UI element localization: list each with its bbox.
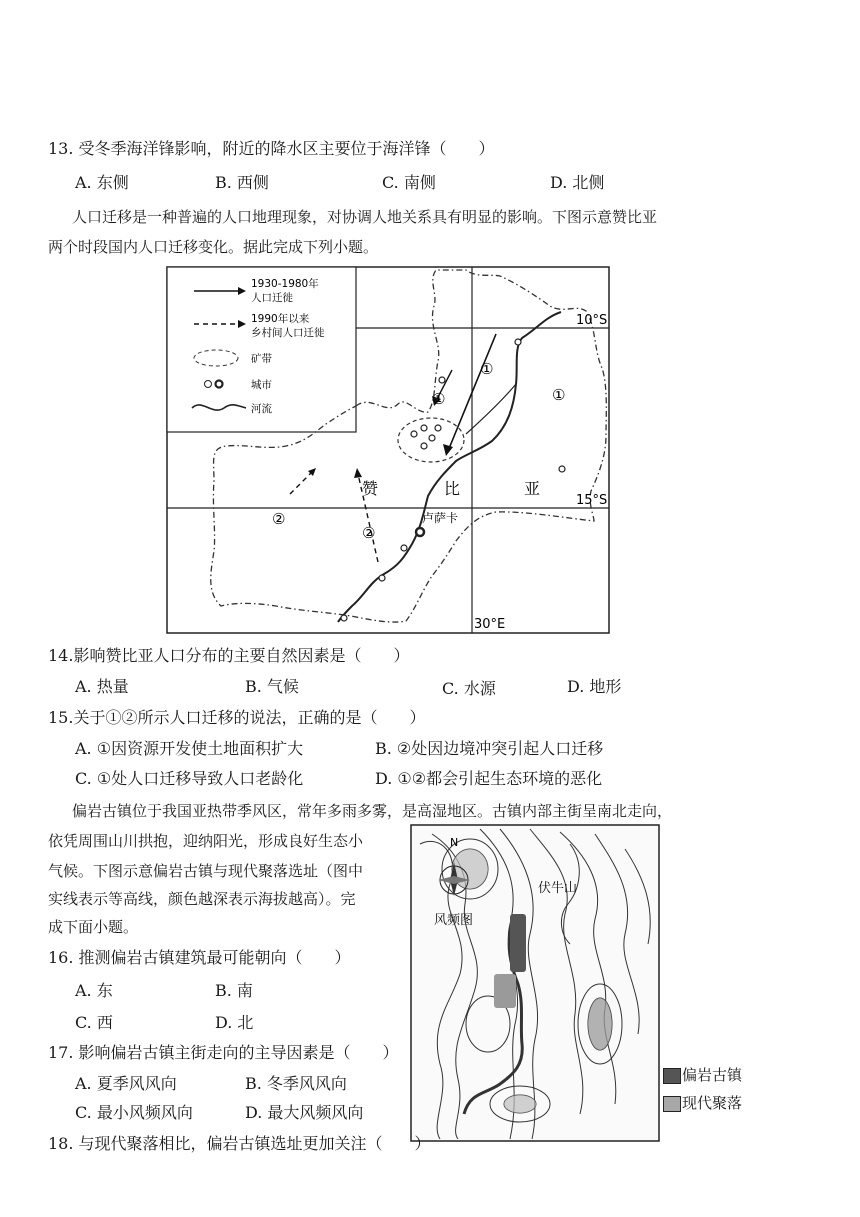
high-ground [588, 998, 612, 1050]
pianyan-intro-line2: 依凭周围山川拱抱，迎纳阳光，形成良好生态小 [48, 832, 364, 850]
legend-label: 人口迁徙 [251, 292, 293, 304]
q15-option-d[interactable]: D. ①②都会引起生态环境的恶化 [375, 769, 603, 788]
q14-option-c[interactable]: C. 水源 [442, 679, 496, 698]
q14-option-b[interactable]: B. 气候 [245, 677, 299, 696]
q15-option-b[interactable]: B. ②处因边境冲突引起人口迁移 [375, 739, 604, 758]
city [559, 466, 565, 472]
pianyan-intro-line4: 实线表示等高线，颜色越深表示海拔越高）。完 [48, 890, 356, 908]
old-town-area [510, 914, 526, 972]
marker-1: ① [432, 390, 446, 408]
lusaka-label: 卢萨卡 [422, 511, 459, 525]
legend-modern-swatch [663, 1096, 681, 1112]
pianyan-contour-map [410, 824, 660, 1142]
q13-option-d[interactable]: D. 北侧 [550, 173, 605, 192]
wind-frequency-label: 风频图 [434, 913, 474, 928]
pianyan-intro-line5: 成下面小题。 [48, 918, 139, 936]
pianyan-intro-line3: 气候。下图示意偏岩古镇与现代聚落选址（图中 [48, 862, 364, 880]
q17-option-a[interactable]: A. 夏季风风向 [75, 1074, 177, 1093]
latitude-label-15s: 15°S [576, 493, 608, 508]
q16-option-c[interactable]: C. 西 [75, 1013, 113, 1032]
north-label: N [450, 836, 459, 849]
legend-old-town-swatch [663, 1068, 681, 1084]
city [439, 377, 445, 383]
q17-option-d[interactable]: D. 最大风频风向 [245, 1103, 364, 1122]
city [421, 443, 427, 449]
map-frame [411, 825, 659, 1141]
legend-label: 河流 [251, 403, 272, 415]
marker-2: ② [272, 510, 286, 528]
country-name-char: 赞 [362, 479, 379, 498]
q16-option-a[interactable]: A. 东 [75, 981, 113, 1000]
zambia-migration-map [166, 266, 610, 634]
q14-option-a[interactable]: A. 热量 [75, 677, 129, 696]
marker-1: ① [552, 386, 566, 404]
q16-stem: 16. 推测偏岩古镇建筑最可能朝向（ ） [48, 948, 351, 967]
country-name-char: 比 [444, 479, 461, 498]
city [435, 425, 441, 431]
legend-label: 城市 [251, 379, 272, 391]
q13-stem: 13. 受冬季海洋锋影响，附近的降水区主要位于海洋锋（ ） [48, 139, 495, 158]
q17-stem: 17. 影响偏岩古镇主街走向的主导因素是（ ） [48, 1043, 399, 1062]
mountain-label: 伏牛山 [538, 881, 578, 896]
latitude-label-10s: 10°S [576, 313, 608, 328]
legend-label: 矿带 [251, 353, 272, 365]
q17-option-b[interactable]: B. 冬季风风向 [245, 1074, 347, 1093]
q18-stem: 18. 与现代聚落相比，偏岩古镇选址更加关注（ ） [48, 1134, 431, 1153]
q13-option-a[interactable]: A. 东侧 [75, 173, 129, 192]
pianyan-intro-line1: 偏岩古镇位于我国亚热带季风区，常年多雨多雾，是高湿地区。古镇内部主街呈南北走向， [72, 802, 673, 820]
q14-stem: 14.影响赞比亚人口分布的主要自然因素是（ ） [48, 646, 410, 665]
q15-option-c[interactable]: C. ①处人口迁移导致人口老龄化 [75, 769, 304, 788]
high-ground [504, 1095, 536, 1113]
q16-option-b[interactable]: B. 南 [215, 981, 253, 1000]
legend-label: 1930-1980年 [251, 278, 319, 290]
legend-modern-label: 现代聚落 [682, 1094, 743, 1112]
legend-label: 1990年以来 [251, 313, 310, 325]
city [401, 545, 407, 551]
q16-option-d[interactable]: D. 北 [215, 1013, 254, 1032]
q14-option-d[interactable]: D. 地形 [567, 677, 622, 696]
q17-option-c[interactable]: C. 最小风频风向 [75, 1103, 193, 1122]
longitude-label-30e: 30°E [474, 617, 506, 632]
q15-option-a[interactable]: A. ①因资源开发使土地面积扩大 [75, 739, 304, 758]
lusaka-city [416, 528, 424, 536]
legend-city [205, 381, 212, 388]
q13-option-c[interactable]: C. 南侧 [382, 173, 436, 192]
city [379, 575, 385, 581]
q15-stem: 15.关于①②所示人口迁移的说法，正确的是（ ） [48, 708, 426, 727]
legend-label: 乡村间人口迁徙 [251, 327, 325, 339]
city [421, 425, 427, 431]
marker-2: ② [362, 524, 376, 542]
city [411, 431, 417, 437]
zambia-intro-line2: 两个时段国内人口迁移变化。据此完成下列小题。 [48, 238, 379, 256]
city [515, 339, 521, 345]
legend-old-town-label: 偏岩古镇 [682, 1066, 743, 1084]
city [429, 435, 435, 441]
city [341, 615, 347, 621]
q13-option-b[interactable]: B. 西侧 [215, 173, 269, 192]
marker-1: ① [480, 360, 494, 378]
zambia-intro-line1: 人口迁移是一种普遍的人口地理现象，对协调人地关系具有明显的影响。下图示意赞比亚 [72, 208, 658, 226]
country-name-char: 亚 [524, 479, 541, 498]
modern-settlement-area [494, 974, 516, 1008]
